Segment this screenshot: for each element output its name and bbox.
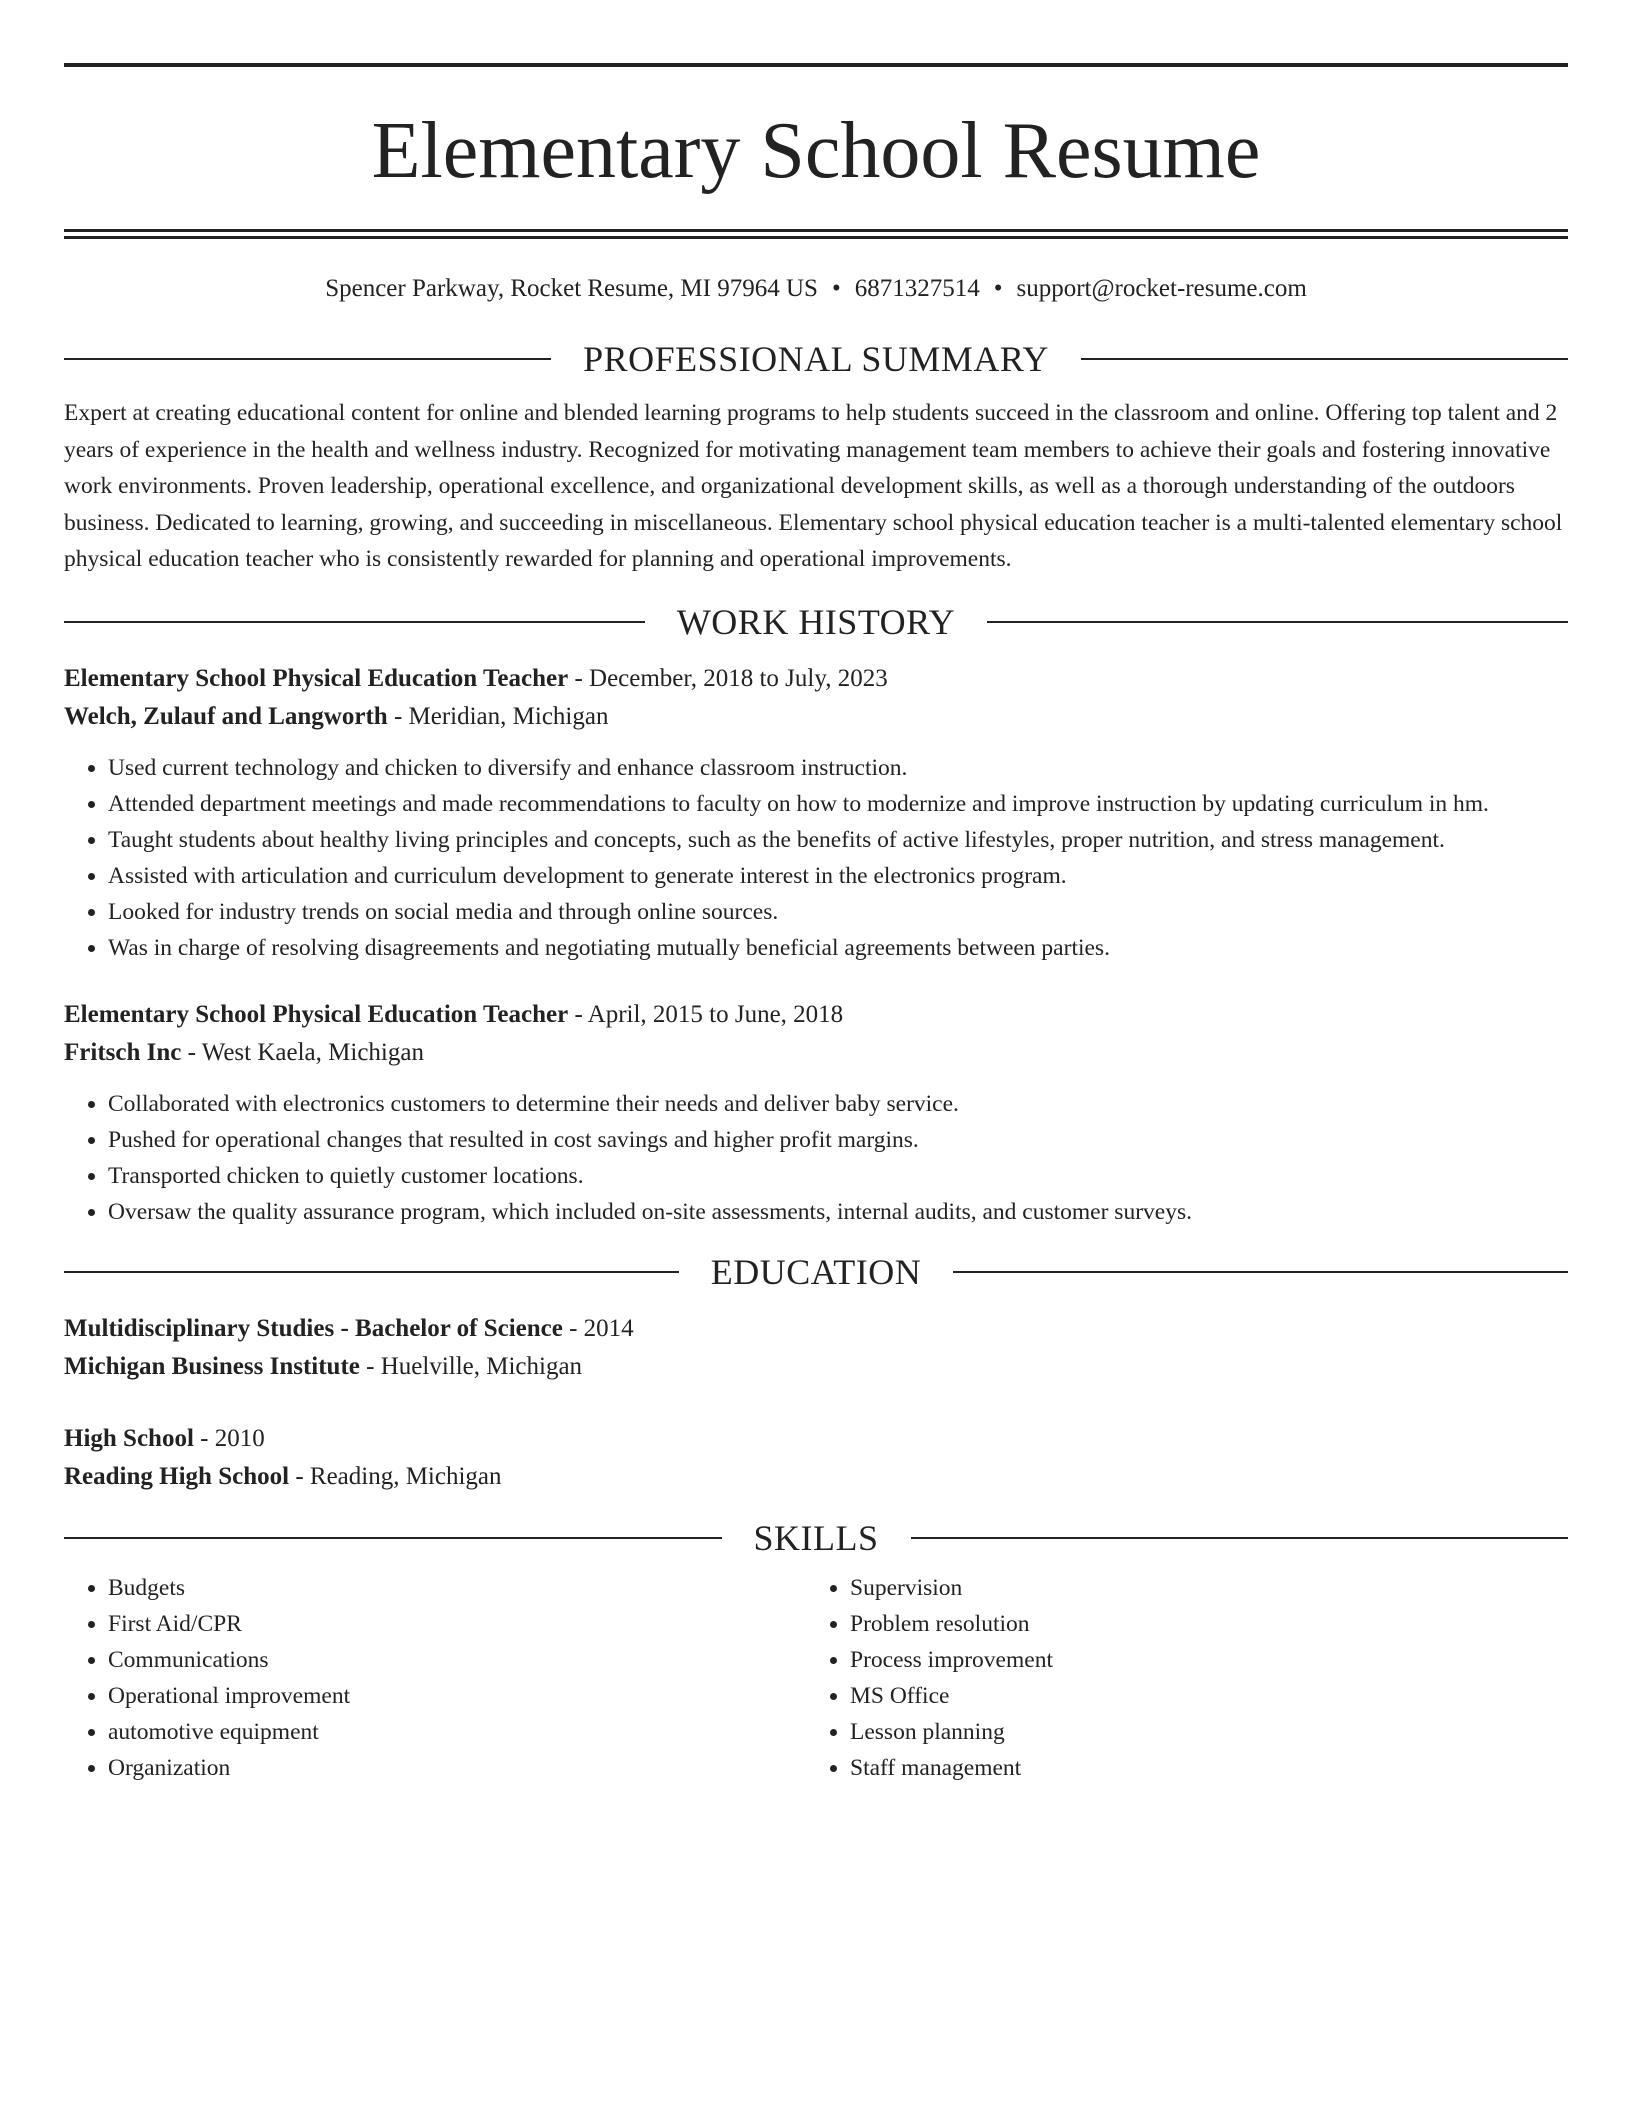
skill-item: • Communications [108,1642,806,1678]
dash: - [568,664,590,692]
school-location: Huelville, Michigan [380,1352,583,1380]
dash: - [359,1352,381,1380]
contact-line [64,273,1568,305]
job-bullets [64,750,1568,966]
job-company-line [64,1034,1568,1072]
list-item: • Attended department meetings and made recommendations to faculty on how to modernize and improve instruction by updating curriculum in hm. [108,786,1568,822]
contact-phone: 6871327514 [854,275,980,302]
dash: - [568,1000,588,1028]
dash: - [562,1314,584,1342]
degree-line [64,1420,1568,1458]
job-title-line [64,660,1568,698]
section-header-education [64,1250,1568,1294]
dash: - [181,1038,202,1066]
list-item: • Collaborated with electronics customers to determine their needs and deliver baby service. [108,1086,1568,1122]
list-item: • Taught students about healthy living principles and concepts, such as the benefits of active lifestyles, proper nutrition, and stress management. [108,822,1568,858]
contact-separator: • [993,275,1003,302]
section-title-education: EDUCATION [710,1251,922,1292]
section-title-skills: SKILLS [753,1517,879,1558]
job-entry [64,996,1568,1230]
graduation-year: 2014 [583,1314,634,1342]
skill-item: • First Aid/CPR [108,1606,806,1642]
skills-column-left [64,1570,806,1786]
graduation-year: 2010 [214,1424,265,1452]
dash: - [387,702,409,730]
job-company-line [64,698,1568,736]
education-entry [64,1420,1568,1496]
school-name: Michigan Business Institute [64,1352,360,1380]
job-location: West Kaela, Michigan [201,1038,424,1066]
job-company: Fritsch Inc [64,1038,182,1066]
section-title-work: WORK HISTORY [676,601,956,642]
spacer [64,1386,1568,1420]
degree: Multidisciplinary Studies - Bachelor of Science [64,1314,563,1342]
skill-item: • automotive equipment [108,1714,806,1750]
list-item: • Used current technology and chicken to diversify and enhance classroom instruction. [108,750,1568,786]
summary-text: Expert at creating educational content for online and blended learning programs to help students succeed in the classroom and online. Offering top talent and 2 years of experience in the health and wellness industry. Recognized for motivating management team members to achieve their goals and fostering innovative work environments. Proven leadership, operational excellence, and organizational development skills, as well as a thorough understanding of the outdoors business. Dedicated to learning, growing, and succeeding in miscellaneous. Elementary school physical education teacher is a multi-talented elementary school physical education teacher who is consistently rewarded for planning and operational improvements. [64,400,1563,572]
job-dates: April, 2015 to June, 2018 [587,1000,844,1028]
section-rule [987,621,1568,623]
dash: - [193,1424,215,1452]
school-name: Reading High School [64,1462,290,1490]
job-company: Welch, Zulauf and Langworth [64,702,388,730]
school-line [64,1458,1568,1496]
list-item: • Assisted with articulation and curriculum development to generate interest in the electronics program. [108,858,1568,894]
skill-item: • MS Office [850,1678,1548,1714]
job-title-line [64,996,1568,1034]
contact-separator: • [831,275,841,302]
section-rule [64,1537,722,1539]
school-location: Reading, Michigan [309,1462,502,1490]
list-item: • Was in charge of resolving disagreements and negotiating mutually beneficial agreements between parties. [108,930,1568,966]
list-item: • Transported chicken to quietly customer locations. [108,1158,1568,1194]
double-rule [64,229,1568,239]
resume-content [64,63,1568,1786]
job-location: Meridian, Michigan [408,702,609,730]
skills-list-right [806,1570,1548,1786]
section-rule [953,1271,1568,1273]
dash: - [289,1462,310,1490]
section-rule [911,1537,1569,1539]
section-header-work [64,600,1568,644]
list-item: • Looked for industry trends on social media and through online sources. [108,894,1568,930]
skills-list-left [64,1570,806,1786]
top-rule [64,63,1568,67]
skills-list [64,1570,1568,1786]
section-header-skills [64,1516,1568,1560]
skill-item: • Problem resolution [850,1606,1548,1642]
contact-address: Spencer Parkway, Rocket Resume, MI 97964 US [325,275,818,302]
section-rule [64,1271,679,1273]
skill-item: • Process improvement [850,1642,1548,1678]
job-entry [64,660,1568,966]
job-bullets [64,1086,1568,1230]
job-title: Elementary School Physical Education Teacher [64,1000,569,1028]
skill-item: • Operational improvement [108,1678,806,1714]
job-dates: December, 2018 to July, 2023 [589,664,888,692]
skill-item: • Organization [108,1750,806,1786]
contact-email: support@rocket-resume.com [1016,275,1307,302]
skills-column-right [806,1570,1548,1786]
section-rule [1081,358,1568,360]
section-rule [64,358,551,360]
skill-item: • Budgets [108,1570,806,1606]
section-header-summary [64,337,1568,381]
list-item: • Oversaw the quality assurance program, which included on-site assessments, internal audits, and customer surveys. [108,1194,1568,1230]
degree-line [64,1310,1568,1348]
skill-item: • Supervision [850,1570,1548,1606]
section-title-summary: PROFESSIONAL SUMMARY [583,339,1049,379]
skill-item: • Staff management [850,1750,1548,1786]
school-line [64,1348,1568,1386]
section-rule [64,621,645,623]
list-item: • Pushed for operational changes that resulted in cost savings and higher profit margins. [108,1122,1568,1158]
skill-item: • Lesson planning [850,1714,1548,1750]
job-title: Elementary School Physical Education Teacher [64,664,569,692]
education-entry [64,1310,1568,1386]
degree: High School [64,1424,194,1452]
resume-title: Elementary School Resume [371,107,1261,195]
